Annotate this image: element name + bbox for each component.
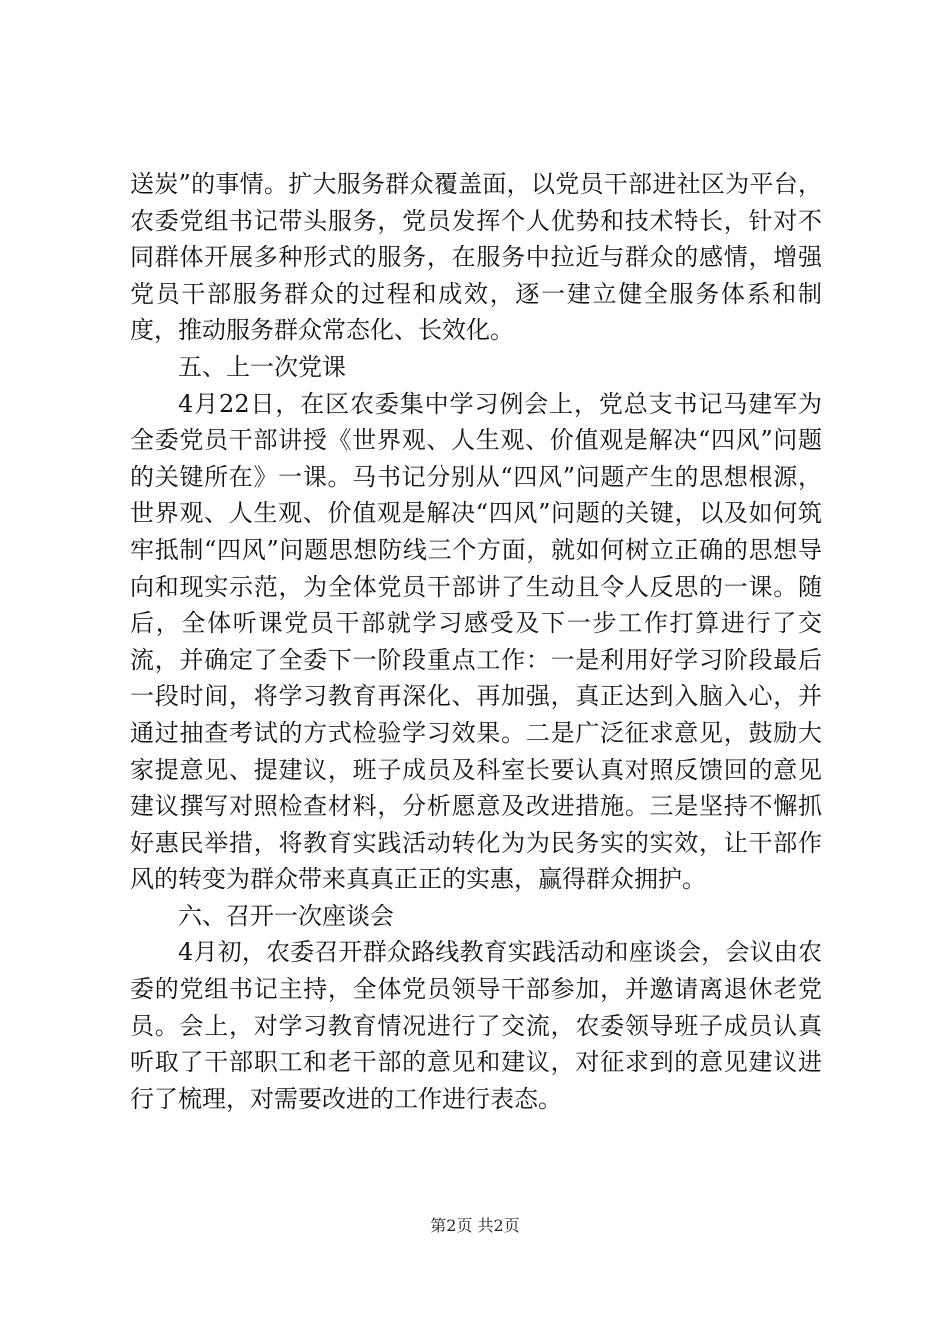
paragraph-symposium: 4月初，农委召开群众路线教育实践活动和座谈会，会议由农委的党组书记主持，全体党员领导干部参加，并邀请离退休老党员。会上，对学习教育情况进行了交流，农委领导班子成员认真听取了干部职工和老干部的意见和建议，对征求到的意见建议进行了梳理，对需要改进的工作进行表态。 [130, 938, 822, 1113]
paragraph-party-lecture: 4月22日，在区农委集中学习例会上，党总支书记马建军为全委党员干部讲授《世界观、人生观、价值观是解决“四风”问题的关键所在》一课。马书记分别从“四风”问题产生的思想根源，世界观、人生观、价值观是解决“四风”问题的关键，以及如何筑牢抵制“四风”问题思想防线三个方面，就如何树立正确的思想导向和现实示范，为全体党员干部讲了生动且令人反思的一课。随后，全体听课党员干部就学习感受及下一步工作打算进行了交流，并确定了全委下一阶段重点工作：一是利用好学习阶段最后一段时间，将学习教育再深化、再加强，真正达到入脑入心，并通过抽查考试的方式检验学习效果。二是广泛征求意见，鼓励大家提意见、提建议，班子成员及科室长要认真对照反馈回的意见建议撰写对照检查材料，分析愿意及改进措施。三是坚持不懈抓好惠民举措，将教育实践活动转化为为民务实的实效，让干部作风的转变为群众带来真真正正的实惠，赢得群众拥护。 [130, 389, 822, 894]
document-body [130, 166, 822, 1117]
paragraph-continuation: 送炭”的事情。扩大服务群众覆盖面，以党员干部进社区为平台，农委党组书记带头服务，党员发挥个人优势和技术特长，针对不同群体开展多种形式的服务，在服务中拉近与群众的感情，增强党员干部服务群众的过程和成效，逐一建立健全服务体系和制度，推动服务群众常态化、长效化。 [130, 170, 822, 345]
page-footer: 第2页 共2页 [430, 1216, 520, 1235]
section-heading-symposium: 六、召开一次座谈会 [178, 901, 394, 930]
section-heading-party-lecture: 五、上一次党课 [178, 352, 346, 381]
